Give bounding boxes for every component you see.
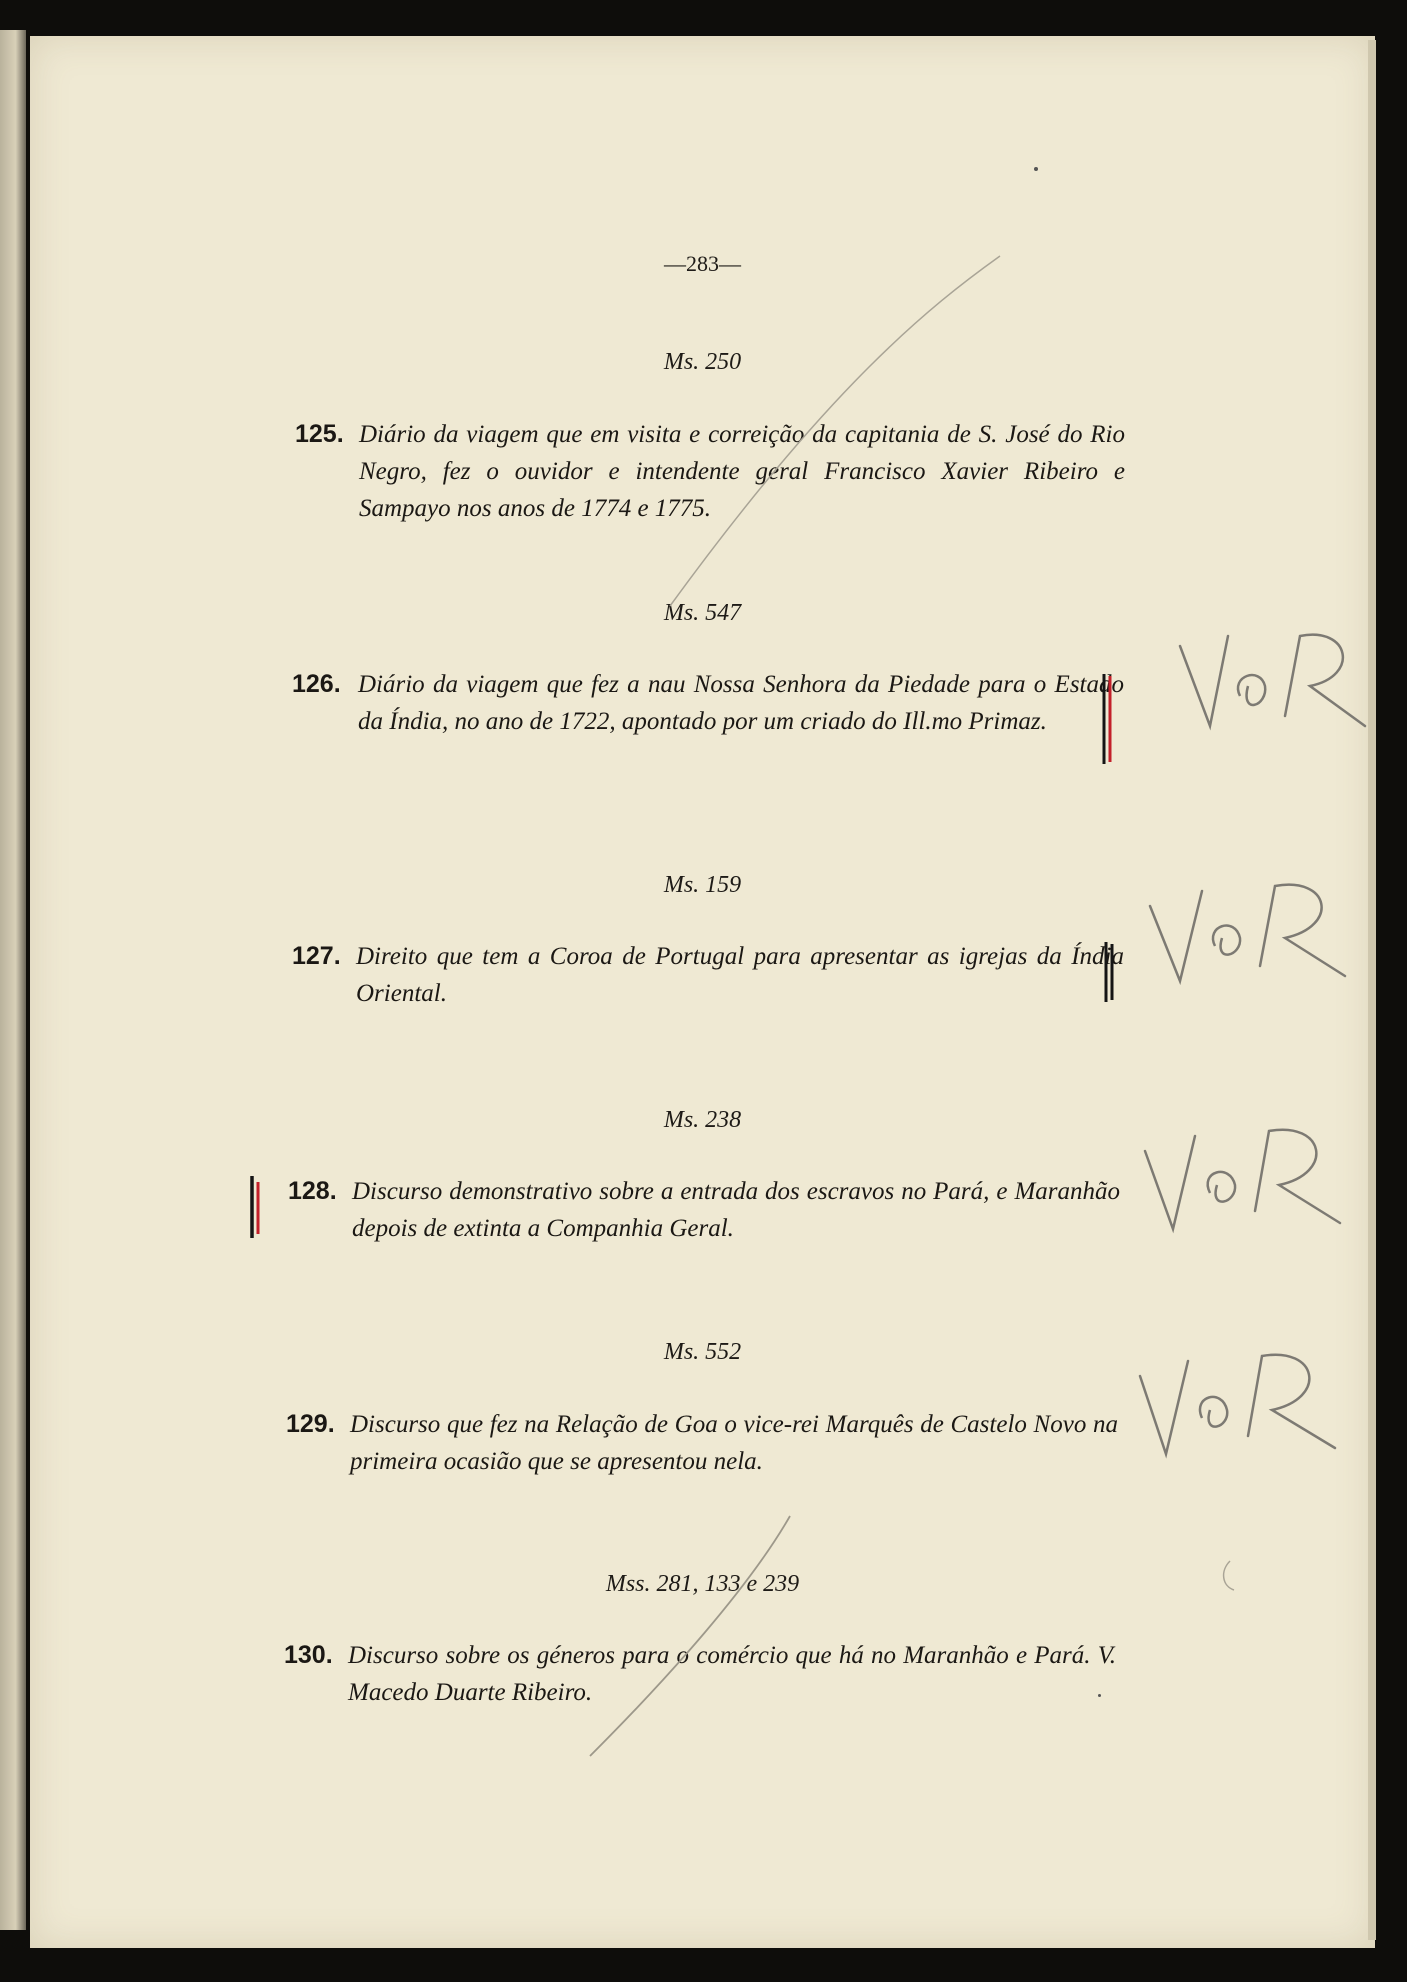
ms-reference-126: Ms. 547	[663, 600, 742, 626]
margin-mark-126	[1100, 672, 1116, 766]
ms-reference-130: Mss. 281, 133 e 239	[605, 1571, 800, 1597]
ms-reference-127: Ms. 159	[663, 872, 742, 898]
catalog-entry-127	[292, 942, 1122, 1022]
entry-number: 126.	[292, 670, 341, 698]
catalog-entry-129	[286, 1410, 1116, 1490]
entry-number: 130.	[284, 1641, 333, 1669]
page-content	[30, 36, 1375, 1948]
pencil-annotation-ver	[1135, 1111, 1355, 1241]
ms-reference-129: Ms. 552	[663, 1339, 742, 1365]
entry-text: Discurso sobre os géneros para o comércio que há no Maranhão e Pará. V. Macedo Duarte Ribeiro.	[348, 1642, 1116, 1706]
margin-mark-128	[248, 1174, 264, 1240]
pencil-annotation-ver	[1170, 616, 1380, 746]
margin-mark-127	[1102, 940, 1116, 1004]
facing-page-edge	[0, 30, 26, 1930]
ink-dot	[1034, 167, 1038, 171]
entry-text: Diário da viagem que em visita e correição da capitania de S. José do Rio Negro, fez o ouvidor e intendente geral Francisco Xavier Ribeiro e Sampayo nos anos de 1774 e 1775.	[359, 421, 1125, 522]
pencil-annotation-ver	[1140, 866, 1360, 996]
pencil-stroke	[550, 1506, 810, 1766]
entry-number: 128.	[288, 1177, 337, 1205]
entry-number: 125.	[295, 420, 344, 448]
entry-text: Discurso demonstrativo sobre a entrada dos escravos no Pará, e Maranhão depois de extinta a Companhia Geral.	[352, 1178, 1120, 1242]
page-right-edge	[1368, 40, 1376, 1940]
document-page	[30, 36, 1375, 1948]
entry-number: 127.	[292, 942, 341, 970]
entry-text: Diário da viagem que fez a nau Nossa Senhora da Piedade para o Estado da Índia, no ano de 1722, apontado por um criado do Ill.mo Primaz.	[358, 671, 1124, 735]
page-number: —283—	[664, 251, 741, 276]
ms-reference-125: Ms. 250	[663, 349, 742, 375]
pencil-stroke	[1210, 1556, 1240, 1596]
pencil-annotation-ver	[1130, 1336, 1350, 1466]
entry-text: Discurso que fez na Relação de Goa o vice-rei Marquês de Castelo Novo na primeira ocasião que se apresentou nela.	[350, 1411, 1118, 1475]
ms-reference-128: Ms. 238	[663, 1107, 742, 1133]
entry-number: 129.	[286, 1410, 335, 1438]
ink-dot	[1098, 1694, 1101, 1697]
pencil-stroke	[630, 246, 1010, 626]
catalog-entry-128	[288, 1177, 1118, 1257]
entry-text: Direito que tem a Coroa de Portugal para apresentar as igrejas da Índia Oriental.	[356, 943, 1124, 1007]
catalog-entry-126	[292, 670, 1122, 790]
